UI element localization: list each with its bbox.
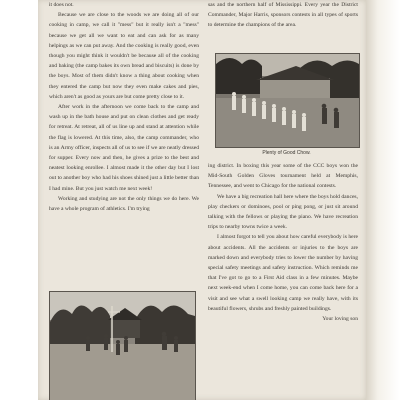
photo-mess-line-image bbox=[216, 54, 359, 147]
right-text-column-lower bbox=[208, 161, 358, 324]
paragraph: I almost forgot to tell you about how careful everybody is here about accidents. All the accidents or injuries to the boys are marked down and everybody tries to lower the number by having special safety meetings and safety instruction. Which reminds me that I've got to go to a First Aid class in a few minutes. Maybe next week-end when I come home, you can come back here for a visit and see what a swell looking camp we really have, with its beautiful flowers, shrubs and freshly painted buildings. bbox=[208, 234, 358, 312]
paragraph: We have a big recreation hall here where the boys hold dances, play checkers or dominoes, pool or ping pong, or just sit around talking with the fellows or playing the piano. We have recreation trips to nearby towns twice a week. bbox=[208, 193, 358, 231]
photo-athletics bbox=[49, 291, 196, 400]
book-edge bbox=[366, 0, 400, 400]
right-text-column bbox=[208, 0, 358, 31]
paragraph: Working and studying are not the only things we do here. We have a whole program of athletics. I'm trying bbox=[49, 195, 199, 213]
photo-athletics-image bbox=[50, 292, 195, 400]
paragraph: sas and the northern half of Mississippi. Every year the District Commander, Major Harris, sponsors contests in all types of sports to determine the champions of the area. bbox=[208, 2, 358, 29]
paragraph: ing district. In boxing this year some of the CCC boys won the Mid-South Golden Gloves tournament held at Memphis, Tennessee, and went to Chicago for the national contests. bbox=[208, 163, 358, 190]
document-page bbox=[38, 0, 366, 400]
paragraph: Because we are close to the woods we are doing all of our cooking in camp, we call it "mess" but it really isn't a "mess" because we get all we want to eat and can ask for as many helpings as we can put away. And the cooking is really good, even though you might think it wouldn't be because all of the cooking and baking (the camp bakes its own bread and biscuits) is done by the boys. Most of them didn't know a thing about cooking when they entered the camp but now they even make cakes and pies, which aren't as good as yours are but come pretty close to it. bbox=[49, 12, 199, 100]
left-text-column bbox=[49, 0, 199, 214]
photo-caption: Plenty of Good Chow. bbox=[262, 150, 311, 156]
paragraph: After work in the afternoon we come back to the camp and wash up in the bath house and put on clean clothes and get ready for retreat. At retreat, all of us line up and stand at attention while the flag is lowered. At this time, also, the camp commander, who is an Army officer, inspects all of us to see if we are neatly dressed for supper. Every now and then, he gives a prize to the best and neatest looking enrollee. I almost made it the other day but I lost out to another boy who had his shoes shined just a little better than I had mine. But you just watch me next week! bbox=[49, 104, 199, 192]
paragraph: it does not. bbox=[49, 2, 74, 8]
photo-mess-line bbox=[215, 53, 360, 148]
signature-line: Your loving son bbox=[322, 316, 358, 323]
